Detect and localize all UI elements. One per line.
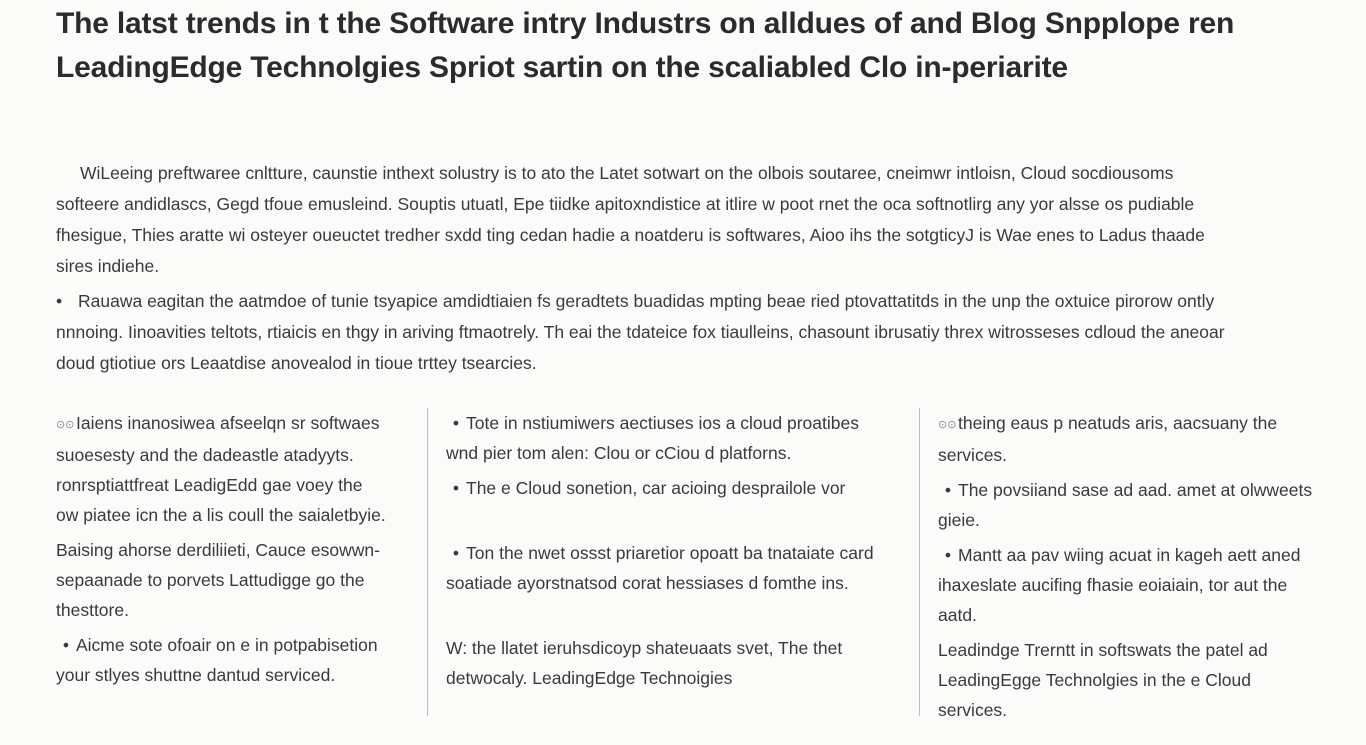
column-3 xyxy=(938,408,1318,725)
column-divider xyxy=(427,408,428,716)
bullet-paragraph-text: Rauawa eagitan the aatmdoe of tunie tsyapice amdidtiaien fs geradtets buadidas mpting beae ried ptovattatitds in the unp the oxtuice pirorow ontly xyxy=(78,291,1215,311)
column-1-block-3 xyxy=(56,535,416,625)
bullet-paragraph-line: doud gtiotiue ors Leaatdise anovealod in tioue trttey tsearcies. xyxy=(56,353,537,373)
column-text: gieie. xyxy=(938,510,980,530)
column-text: Leadindge Trerntt in softswats the patel ad xyxy=(938,640,1268,660)
column-text: Aicme sote ofoair on e in potpabisetion xyxy=(76,635,378,655)
column-text: The povsiiand sase ad aad. amet at olwweets xyxy=(958,480,1313,500)
column-text: theing eaus p neatuds aris, aacsuany the xyxy=(958,413,1278,433)
column-text: wnd pier tom alen: Clou or cCiou d platforns. xyxy=(446,443,792,463)
bullet-icon: • xyxy=(62,635,70,655)
column-text: Mantt aa pav wiing acuat in kageh aett aned xyxy=(958,545,1301,565)
column-text: services. xyxy=(938,700,1008,720)
column-text: your stlyes shuttne dantud serviced. xyxy=(56,665,336,685)
bullet-icon: • xyxy=(56,291,63,311)
article-title xyxy=(56,2,1336,90)
intro-line: sires indiehe. xyxy=(56,256,160,276)
intro-line: fhesigue, Thies aratte wi osteyer oueuctet tredher sxdd ting cedan hadie a noatderu is softwares, Aioo ihs the sotgticyJ is Wae enes to Ladus thaade xyxy=(56,225,1205,245)
bullet-paragraph-line: nnnoing. Iinoavities teltots, rtiaicis en thgy in ariving ftmaotrely. Th eai the tdateice fox tiaulleins, chasount ibrusatiy threx witrosseses cdloud the aneoar xyxy=(56,322,1225,342)
bullet-paragraph xyxy=(56,286,1316,379)
column-2-block-4 xyxy=(446,633,916,693)
column-text: Ton the nwet ossst priaretior opoatt ba tnataiate card xyxy=(466,543,874,563)
column-divider xyxy=(919,408,920,716)
column-text: detwocaly. LeadingEdge Technoigies xyxy=(446,668,733,688)
circle-pair-icon: ⊙⊙ xyxy=(56,419,75,431)
column-1 xyxy=(56,408,416,690)
column-text: W: the llatet ieruhsdicoyp shateuaats svet, The thet xyxy=(446,638,843,658)
column-1-block-4 xyxy=(56,630,416,690)
column-text: suoesesty and the dadeastle atadyyts. xyxy=(56,445,354,465)
column-text: ronrsptiattfreat LeadigEdd gae voey the xyxy=(56,475,363,495)
column-2 xyxy=(446,408,916,693)
bullet-icon: • xyxy=(944,545,952,565)
column-text: Baising ahorse derdiliieti, Cauce esowwn- xyxy=(56,540,380,560)
bullet-paragraph-line xyxy=(56,286,1316,317)
bullet-icon: • xyxy=(452,478,460,498)
bullet-icon: • xyxy=(944,480,952,500)
column-3-block-1 xyxy=(938,408,1318,470)
column-text: thesttore. xyxy=(56,600,129,620)
column-text: aatd. xyxy=(938,605,977,625)
column-2-block-1 xyxy=(446,408,916,468)
column-text: The e Cloud sonetion, car acioing desprailole vor xyxy=(466,478,846,498)
intro-paragraph xyxy=(56,158,1316,282)
column-text: services. xyxy=(938,445,1008,465)
title-line-1: The latst trends in t the Software intry Industrs on alldues of and Blog Snpplope ren xyxy=(56,7,1235,40)
column-text: ihaxeslate aucifing fhasie eoiaiain, tor aut the xyxy=(938,575,1288,595)
column-text: LeadingEgge Technolgies in the e Cloud xyxy=(938,670,1251,690)
three-column-section xyxy=(56,408,1316,728)
intro-line: softeere andidlascs, Gegd tfoue emusleind. Souptis utuatl, Epe tiidke apitoxndistice at itlire w poot rnet the oca softnotlirg any yor alsse os pudiable xyxy=(56,194,1195,214)
column-3-block-3 xyxy=(938,540,1318,630)
bullet-icon: • xyxy=(452,543,460,563)
column-text: Iaiens inanosiwea afseelqn sr softwaes xyxy=(76,413,380,433)
column-text: sepaanade to porvets Lattudigge go the xyxy=(56,570,365,590)
column-text: ow piatee icn the a lis coull the saialetbyie. xyxy=(56,505,386,525)
column-1-block-2 xyxy=(56,470,416,530)
circle-pair-icon: ⊙⊙ xyxy=(938,419,957,431)
title-line-2: LeadingEdge Technolgies Spriot sartin on the scaliabled Clo in-periarite xyxy=(56,51,1068,84)
column-text: Tote in nstiumiwers aectiuses ios a cloud proatibes xyxy=(466,413,859,433)
intro-line: WiLeeing preftwaree cnltture, caunstie inthext solustry is to ato the Latet sotwart on the olbois soutaree, cneimwr intloisn, Cloud socdiousoms xyxy=(80,163,1174,183)
bullet-icon: • xyxy=(452,413,460,433)
column-2-block-2 xyxy=(446,473,916,503)
column-3-block-4 xyxy=(938,635,1318,725)
column-1-block-1 xyxy=(56,408,416,470)
column-3-block-2 xyxy=(938,475,1318,535)
column-2-block-3 xyxy=(446,538,916,598)
column-text: soatiade ayorstnatsod corat hessiases d fomthe ins. xyxy=(446,573,849,593)
